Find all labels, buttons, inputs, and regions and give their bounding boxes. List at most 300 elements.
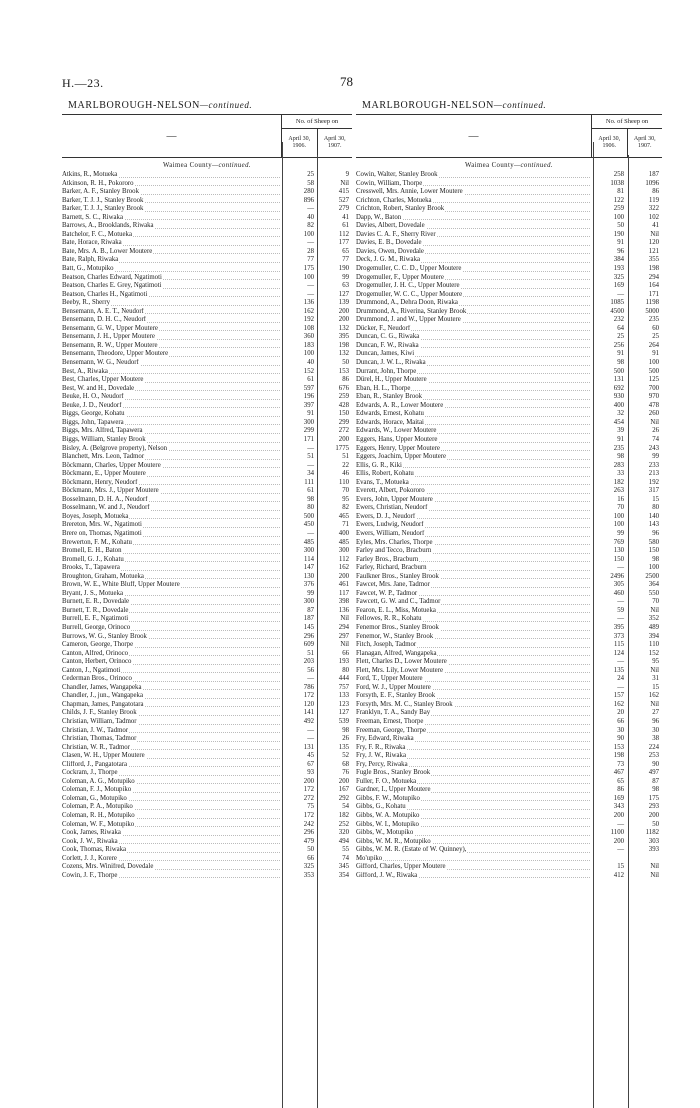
sheep-1906: 25	[307, 171, 314, 178]
county-heading: Waimea County—continued.	[163, 162, 251, 169]
table-row	[62, 410, 352, 419]
sheep-1907: 123	[338, 700, 349, 708]
owner-name: Farley, Richard, Bracburn	[356, 564, 592, 573]
owner-name: Flett, Mrs. Lily, Lower Moutere	[356, 667, 592, 676]
sheep-1906: 66	[307, 854, 314, 862]
sheep-1906: 98	[307, 495, 314, 503]
sheep-1907: 497	[648, 769, 659, 777]
sheep-1907: 253	[648, 752, 659, 760]
table-row	[62, 786, 352, 795]
owner-name: Farley and Tecco, Bracburn	[356, 547, 592, 556]
sheep-1906: 172	[303, 812, 314, 820]
owner-name: Coleman, F. J., Motupiko	[62, 786, 282, 795]
sheep-1906: 150	[613, 555, 624, 563]
table-row	[356, 487, 662, 496]
owner-name: Cowin, William, Thorpe	[356, 180, 592, 189]
sheep-1906: 87	[307, 606, 314, 614]
table-row	[62, 564, 352, 573]
table-row	[62, 487, 352, 496]
sheep-1907: 444	[338, 675, 349, 683]
owner-name: Fawcett, G. W. and C., Tadmor	[356, 598, 592, 607]
sheep-1906: 20	[617, 709, 624, 717]
table-row	[356, 803, 662, 812]
sheep-1907: 65	[342, 247, 349, 255]
owner-name: Forsyth, Mrs. M. C., Stanley Brook	[356, 701, 592, 710]
section-title: MARLBOROUGH-NELSON—continued.	[68, 100, 253, 111]
owner-name: Childs, J. F., Stanley Brook	[62, 709, 282, 718]
owner-name: Biggs, John, Tapawera	[62, 419, 282, 428]
sheep-1906: 384	[613, 256, 624, 264]
table-row	[356, 308, 662, 317]
sheep-1906: 360	[303, 333, 314, 341]
table-row	[356, 778, 662, 787]
owner-name: Burnett, T. R., Dovedale	[62, 607, 282, 616]
left-subcolumn-rule	[317, 155, 318, 1108]
table-row	[356, 761, 662, 770]
owner-name: Ewers, Ludwig, Neudorf	[356, 521, 592, 530]
owner-name: Brewerton, F. M., Kohatu	[62, 539, 282, 548]
table-header	[356, 114, 662, 158]
table-row	[62, 419, 352, 428]
sheep-1907: 26	[652, 427, 659, 435]
table-row	[62, 248, 352, 257]
owner-name: Evers, John, Upper Moutere	[356, 496, 592, 505]
table-row	[356, 299, 662, 308]
owner-name: Biggs, William, Stanley Brook	[62, 436, 282, 445]
col-1907-header: April 30, 1907.	[633, 136, 656, 149]
table-row	[356, 274, 662, 283]
owner-name: Evans, T., Motueka	[356, 479, 592, 488]
owner-name: Bate, Horace, Riwaka	[62, 239, 282, 248]
owner-name: Atkins, R., Motueka	[62, 171, 282, 180]
owner-name: Bensemann, Theodore, Upper Moutere	[62, 350, 282, 359]
sheep-1906: 93	[307, 769, 314, 777]
sheep-1906: 460	[613, 589, 624, 597]
sheep-1907: 96	[652, 718, 659, 725]
table-row	[356, 812, 662, 821]
table-row	[356, 479, 662, 488]
table-body	[356, 171, 662, 880]
owner-name: Duncan, F. W., Riwaka	[356, 342, 592, 351]
sheep-1907: 70	[342, 487, 349, 495]
owner-name: Chandler, J., jun., Wangapeka	[62, 692, 282, 701]
sheep-1906: 183	[303, 341, 314, 349]
sheep-1906	[592, 855, 627, 864]
table-row	[62, 573, 352, 582]
sheep-1906: 300	[303, 547, 314, 555]
owner-name: Canton, J., Ngatimoti	[62, 667, 282, 676]
owner-name: Böckmann, Charles, Upper Moutere	[62, 462, 282, 471]
table-row	[356, 846, 662, 855]
owner-name: Everett, Albert, Pokororo	[356, 487, 592, 496]
table-row	[62, 402, 352, 411]
sheep-1906: 25	[617, 333, 624, 341]
owner-name: Eyles, Mrs. Charles, Thorpe	[356, 539, 592, 548]
sheep-1906: 172	[303, 692, 314, 700]
sheep-1906: 115	[614, 641, 624, 649]
table-row	[62, 778, 352, 787]
sheep-1907: 95	[342, 495, 349, 503]
owner-name: Eggers, Hans, Upper Moutere	[356, 436, 592, 445]
left-column-rule	[282, 142, 283, 1108]
owner-name: Eggers, Joachim, Upper Moutere	[356, 453, 592, 462]
sheep-1906: 187	[303, 615, 314, 623]
table-row	[356, 872, 662, 881]
table-row	[356, 410, 662, 419]
owner-name: Flanagan, Alfred, Wangapeka	[356, 650, 592, 659]
sheep-1906: —	[307, 205, 314, 213]
right-subcolumn-rule	[628, 155, 629, 1108]
sheep-1907: 102	[648, 213, 659, 221]
sheep-1906: 131	[613, 376, 624, 384]
table-row	[62, 180, 352, 189]
sheep-1907: 580	[648, 538, 659, 546]
sheep-1906: 40	[307, 213, 314, 221]
table-row	[356, 692, 662, 701]
owner-name: Fenemor, W., Stanley Brook	[356, 633, 592, 642]
owner-name: Barrows, A., Brooklands, Riwaka	[62, 222, 282, 231]
sheep-1906: 81	[617, 188, 624, 196]
sheep-1906: 400	[613, 401, 624, 409]
sheep-1906: 111	[304, 478, 314, 486]
owner-name: Durrant, John, Thorpe	[356, 368, 592, 377]
table-row	[356, 291, 662, 300]
sheep-1907: 489	[648, 623, 659, 631]
owner-name: Fuller, F. O., Motueka	[356, 778, 592, 787]
sheep-1907: 96	[652, 529, 659, 537]
table-row	[62, 744, 352, 753]
sheep-1906: —	[307, 675, 314, 683]
table-row	[356, 624, 662, 633]
table-row	[62, 547, 352, 556]
owner-name: Drogemuller, W. C. C., Upper Moutere	[356, 291, 592, 300]
sheep-1906: 131	[303, 743, 314, 751]
sheep-1907: 99	[342, 273, 349, 281]
owner-name: Bryant, J. S., Motueka	[62, 590, 282, 599]
table-row	[62, 436, 352, 445]
owner-name: Duncan, J. W. L., Riwaka	[356, 359, 592, 368]
sheep-1907: 152	[648, 649, 659, 657]
owner-name: Bate, Mrs. A. B., Lower Moutere	[62, 248, 282, 257]
sheep-1907: Nil	[650, 871, 659, 879]
table-row	[62, 513, 352, 522]
owner-name: Bensemann, D. H. C., Neudorf	[62, 316, 282, 325]
sheep-1906: 198	[613, 752, 624, 760]
owner-name: Coleman, W. F., Motupiko	[62, 821, 282, 830]
sheep-1906: 30	[617, 726, 624, 734]
table-row	[62, 368, 352, 377]
owner-name: Atkinson, R. H., Pokororo	[62, 180, 282, 189]
sheep-1907: Nil	[650, 230, 659, 238]
sheep-1907: 293	[648, 803, 659, 811]
sheep-1907: 9	[345, 171, 349, 178]
sheep-1906: 175	[303, 265, 314, 273]
owner-name: Dapp, W., Baton	[356, 214, 592, 223]
sheep-1907: 110	[649, 641, 659, 649]
owner-name: Böckmann, E., Upper Moutere	[62, 470, 282, 479]
table-row	[62, 863, 352, 872]
table-row	[62, 197, 352, 206]
table-row	[356, 863, 662, 872]
sheep-1907: 31	[652, 675, 659, 683]
owner-name: Blanchett, Mrs. Leon, Tadmor	[62, 453, 282, 462]
sheep-1907: 61	[342, 222, 349, 230]
sheep-header	[592, 115, 662, 157]
owner-name: Boyes, Joseph, Motueka	[62, 513, 282, 522]
sheep-1906: —	[617, 615, 624, 623]
sheep-1907: 700	[648, 384, 659, 392]
owner-name: Ellis, Robert, Kohatu	[356, 470, 592, 479]
sheep-1907: 80	[342, 666, 349, 674]
table-row	[356, 855, 662, 864]
sheep-1907: 539	[338, 718, 349, 725]
sheep-1906: —	[307, 239, 314, 247]
table-row	[62, 171, 352, 180]
table-row	[62, 393, 352, 402]
sheep-1906: 32	[617, 410, 624, 418]
sheep-1906: 373	[613, 632, 624, 640]
sheep-1906: 283	[613, 461, 624, 469]
table-row	[356, 539, 662, 548]
owner-name: Ellis, G. R., Kiki	[356, 462, 592, 471]
sheep-1906: —	[307, 726, 314, 734]
sheep-1907: 70	[652, 598, 659, 606]
sheep-1907: 398	[338, 598, 349, 606]
sheep-1906: 96	[617, 247, 624, 255]
sheep-1906: 786	[303, 683, 314, 691]
table-row	[356, 222, 662, 231]
sheep-1907: 162	[338, 564, 349, 572]
sheep-1907: 193	[338, 658, 349, 666]
sheep-1907: 395	[338, 333, 349, 341]
owner-name: Eban, H. L., Thorpe	[356, 385, 592, 394]
name-column-header: —	[62, 115, 282, 157]
table-row	[356, 470, 662, 479]
sheep-1906: 100	[613, 512, 624, 520]
sheep-1907: Nil	[650, 666, 659, 674]
sheep-1906: 51	[307, 453, 314, 461]
owner-name: Davies, Owen, Dovedale	[356, 248, 592, 257]
owner-name: Ford, W. J., Upper Moutere	[356, 684, 592, 693]
sheep-1907: 25	[652, 333, 659, 341]
owner-name: Fearon, E. L., Miss, Motueka	[356, 607, 592, 616]
sheep-1906: 200	[613, 837, 624, 845]
table-row	[356, 393, 662, 402]
sheep-1907: 55	[342, 846, 349, 854]
owner-name: Christian, J. W., Tadmor	[62, 727, 282, 736]
sheep-1906: 2496	[610, 572, 624, 580]
sheep-1906: 343	[613, 803, 624, 811]
table-row	[356, 564, 662, 573]
sheep-1907: 970	[648, 393, 659, 401]
table-row	[356, 180, 662, 189]
owner-name: Fry, Percy, Riwaka	[356, 761, 592, 770]
sheep-1907: 46	[342, 470, 349, 478]
table-row	[356, 590, 662, 599]
sheep-1906: 296	[303, 632, 314, 640]
owner-name: Fugle Bros., Stanley Brook	[356, 769, 592, 778]
sheep-1907: 1198	[645, 299, 659, 307]
sheep-1906: 305	[613, 581, 624, 589]
owner-name: Cozens, Mrs. Winifred, Dovedale	[62, 863, 282, 872]
sheep-1906: 397	[303, 401, 314, 409]
owner-name: Duncan, C. G., Riwaka	[356, 333, 592, 342]
sheep-1907: 86	[652, 188, 659, 196]
sheep-1906: 59	[617, 606, 624, 614]
name-column-header: —	[356, 115, 592, 157]
sheep-header	[282, 115, 352, 157]
sheep-1907: 121	[648, 247, 659, 255]
sheep-1906: 90	[617, 735, 624, 743]
sheep-1906: 100	[303, 350, 314, 358]
table-row	[62, 427, 352, 436]
table-row	[356, 436, 662, 445]
table-row	[356, 205, 662, 214]
table-row	[62, 829, 352, 838]
sheep-1906: 1038	[610, 179, 624, 187]
sheep-1906: 91	[617, 239, 624, 247]
sheep-1906: 145	[303, 623, 314, 631]
owner-name: Beatson, Charles H., Ngatimoti	[62, 291, 282, 300]
sheep-1907: 550	[648, 589, 659, 597]
owner-name: Bensemann, A. E. T., Neudorf	[62, 308, 282, 317]
table-row	[356, 521, 662, 530]
sheep-1907: 478	[648, 401, 659, 409]
sheep-1907: 117	[339, 589, 349, 597]
sheep-1906: —	[307, 529, 314, 537]
sheep-1907: 98	[652, 786, 659, 794]
table-row	[62, 709, 352, 718]
table-row	[356, 769, 662, 778]
table-row	[62, 521, 352, 530]
table-row	[356, 445, 662, 454]
table-row	[62, 624, 352, 633]
table-row	[62, 274, 352, 283]
sheep-1906: 130	[303, 572, 314, 580]
sheep-1907: 139	[338, 299, 349, 307]
owner-name: Burrell, E. F., Ngatimoti	[62, 615, 282, 624]
table-row	[62, 385, 352, 394]
table-row	[62, 598, 352, 607]
owner-name: Christian, Thomas, Tadmor	[62, 735, 282, 744]
table-row	[356, 265, 662, 274]
sheep-1907: 100	[648, 564, 659, 572]
owner-name: Bensemann, G. W., Upper Moutere	[62, 325, 282, 334]
sheep-1907: 100	[648, 359, 659, 367]
sheep-1906: 192	[303, 316, 314, 324]
table-row	[356, 786, 662, 795]
sheep-1907: 272	[338, 427, 349, 435]
sheep-1907: 294	[338, 623, 349, 631]
sheep-1906: 692	[613, 384, 624, 392]
sheep-1907: 200	[648, 812, 659, 820]
sheep-1907: 393	[648, 846, 659, 854]
table-row	[62, 727, 352, 736]
table-row	[356, 350, 662, 359]
section-title: MARLBOROUGH-NELSON—continued.	[362, 100, 547, 111]
sheep-1907: 243	[648, 444, 659, 452]
sheep-1906: 353	[303, 871, 314, 879]
sheep-1907: 110	[339, 478, 349, 486]
sheep-1906: 272	[303, 794, 314, 802]
table-row	[62, 735, 352, 744]
sheep-1906: 182	[613, 478, 624, 486]
sheep-1907: 322	[648, 205, 659, 213]
sheep-1907: 757	[338, 683, 349, 691]
table-row	[62, 445, 352, 454]
owner-name: Cederman Bros., Orinoco	[62, 675, 282, 684]
sheep-1906: 171	[303, 435, 314, 443]
table-row	[356, 427, 662, 436]
sheep-1906: 99	[307, 589, 314, 597]
sheep-1906: 4500	[610, 307, 624, 315]
owner-name: Drummond, A., Dehra Doon, Riwaka	[356, 299, 592, 308]
owner-name: Barker, T. J. J., Stanley Brook	[62, 197, 282, 206]
sheep-1907: 303	[648, 837, 659, 845]
sheep-1906: 467	[613, 769, 624, 777]
sheep-1907: 136	[338, 606, 349, 614]
sheep-1907: 354	[338, 871, 349, 879]
sheep-1907: 74	[652, 435, 659, 443]
sheep-1907: 119	[649, 196, 659, 204]
table-row	[356, 581, 662, 590]
sheep-1907: 164	[648, 282, 659, 290]
sheep-1907: 213	[648, 470, 659, 478]
table-row	[356, 462, 662, 471]
owner-name: Beatson, Charles E. Grey, Ngatimoti	[62, 282, 282, 291]
owner-name: Beeby, R., Sherry	[62, 299, 282, 308]
owner-name: Bensemann, R. W., Upper Moutere	[62, 342, 282, 351]
sheep-1907: 415	[338, 188, 349, 196]
sheep-1907: 485	[338, 538, 349, 546]
sheep-1907: 264	[648, 341, 659, 349]
table-row	[62, 821, 352, 830]
sheep-1907: Nil	[650, 606, 659, 614]
county-heading: Waimea County—continued.	[465, 162, 553, 169]
owner-name: Brereton, Mrs. W., Ngatimoti	[62, 521, 282, 530]
owner-name: Dürel, H., Upper Moutere	[356, 376, 592, 385]
sheep-1906: —	[617, 598, 624, 606]
sheep-1907: 127	[338, 290, 349, 298]
sheep-1906: 64	[617, 324, 624, 332]
sheep-1907: 171	[648, 290, 659, 298]
sheep-1906: 325	[613, 273, 624, 281]
sheep-1907: 500	[648, 367, 659, 375]
owner-name: Beuke, J. D., Neudorf	[62, 402, 282, 411]
table-row	[62, 761, 352, 770]
sheep-1907: 235	[648, 316, 659, 324]
table-row	[62, 539, 352, 548]
sheep-1907: 461	[338, 581, 349, 589]
sheep-1906: 24	[617, 675, 624, 683]
sheep-1907: 167	[338, 786, 349, 794]
sheep-1907: 95	[652, 658, 659, 666]
owner-name: Biggs, George, Kohatu	[62, 410, 282, 419]
table-row	[62, 479, 352, 488]
sheep-1906: 141	[303, 709, 314, 717]
left-column	[62, 100, 352, 880]
owner-name: Freeman, George, Thorpe	[356, 727, 592, 736]
owner-name: Coleman, P. A., Motupiko	[62, 803, 282, 812]
table-row	[62, 752, 352, 761]
sheep-1906: 325	[303, 863, 314, 871]
sheep-1906: 172	[303, 786, 314, 794]
owner-name: Fellowes, R. R., Kohatu	[356, 615, 592, 624]
sheep-1907: 394	[648, 632, 659, 640]
sheep-1906: 200	[303, 777, 314, 785]
sheep-1907: 80	[652, 504, 659, 512]
owner-name: Gifford, Charles, Upper Moutere	[356, 863, 592, 872]
